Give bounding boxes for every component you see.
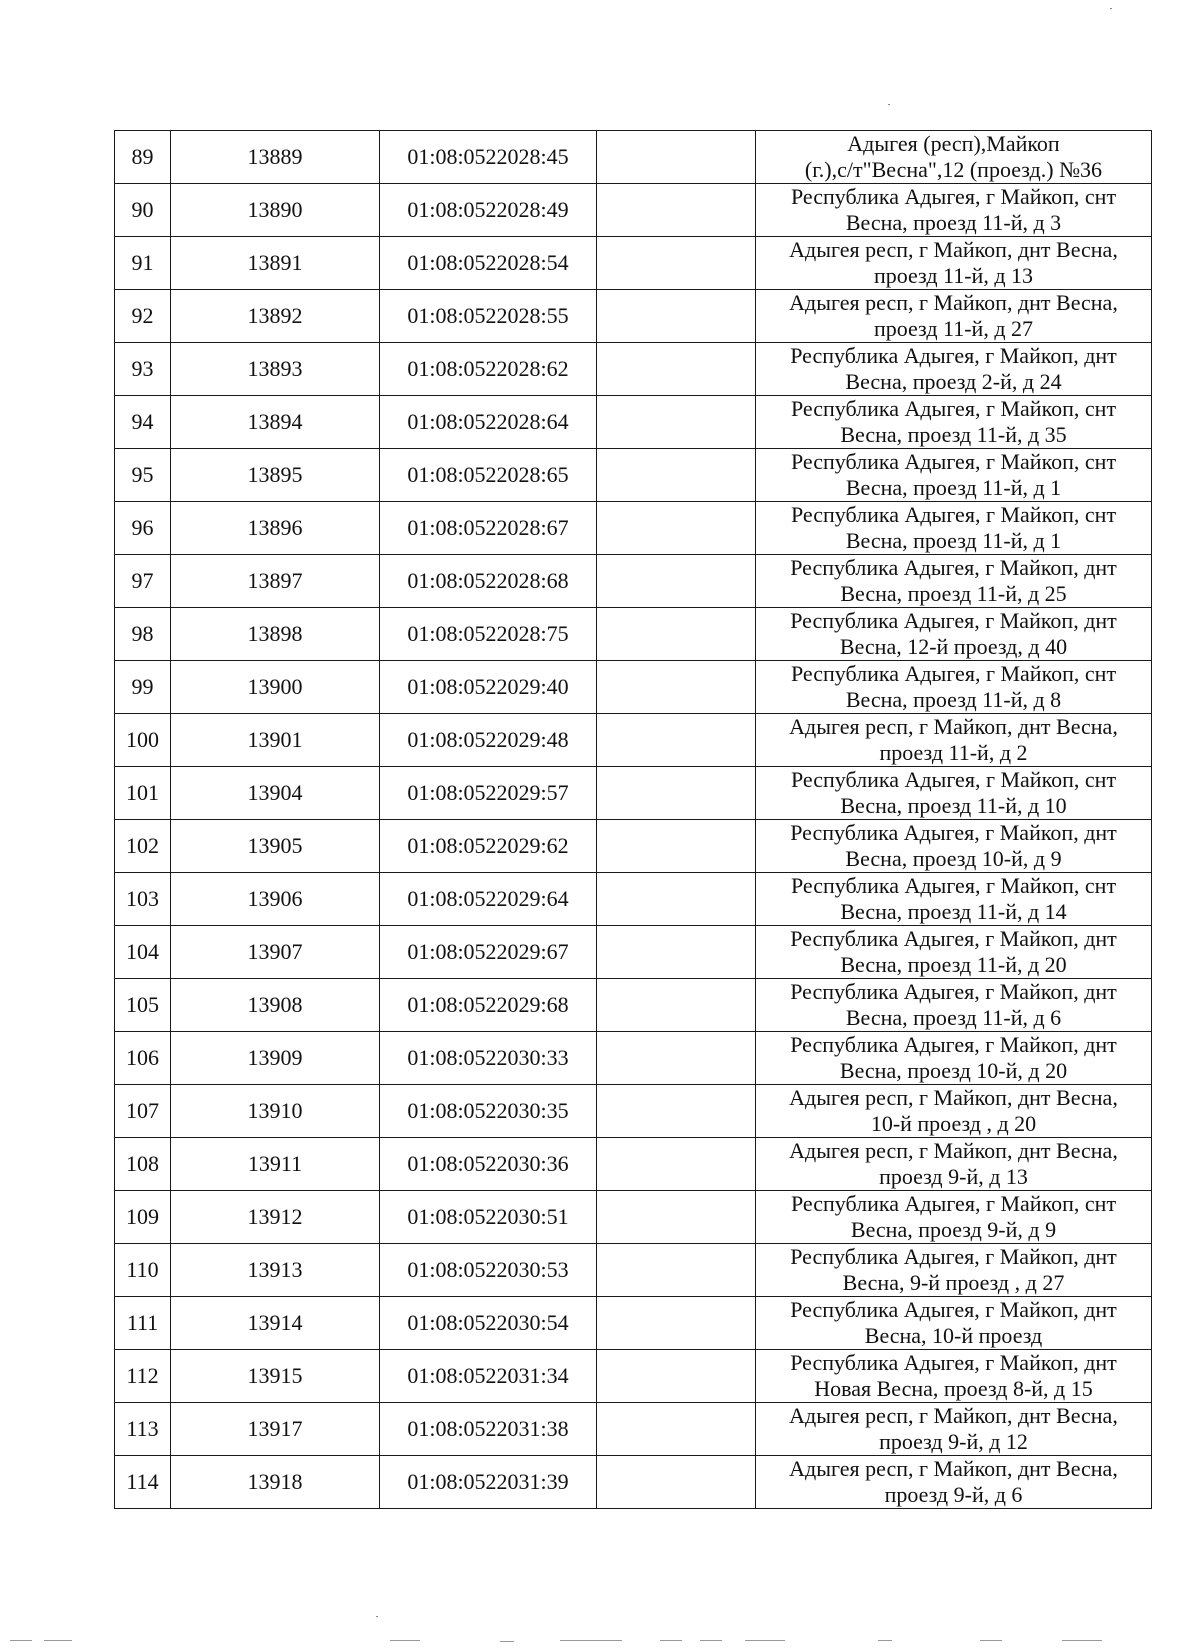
address-cell — [756, 184, 1152, 237]
table-body — [115, 131, 1152, 1509]
empty-cell — [597, 661, 756, 714]
row-number-cell: 99 — [115, 661, 171, 714]
address-line: Весна, проезд 11-й, д 20 — [840, 952, 1067, 977]
cadastral-number-cell: 01:08:0522028:45 — [380, 131, 597, 184]
address-line: Новая Весна, проезд 8-й, д 15 — [814, 1376, 1093, 1401]
cadastral-number-cell: 01:08:0522030:35 — [380, 1085, 597, 1138]
cadastral-number-cell: 01:08:0522030:36 — [380, 1138, 597, 1191]
table-row — [115, 1297, 1152, 1350]
empty-cell — [597, 131, 756, 184]
address-line: Весна, проезд 2-й, д 24 — [845, 369, 1062, 394]
row-number-cell: 95 — [115, 449, 171, 502]
plot-id-cell: 13893 — [171, 343, 380, 396]
row-number-cell: 111 — [115, 1297, 171, 1350]
cadastral-number-cell: 01:08:0522028:75 — [380, 608, 597, 661]
table-row — [115, 555, 1152, 608]
cadastral-number-cell: 01:08:0522030:54 — [380, 1297, 597, 1350]
table-row — [115, 184, 1152, 237]
address-line: Адыгея респ, г Майкоп, днт Весна, — [789, 1085, 1118, 1110]
address-line: Республика Адыгея, г Майкоп, днт — [790, 608, 1117, 633]
address-cell — [756, 767, 1152, 820]
cadastral-number-cell: 01:08:0522031:39 — [380, 1456, 597, 1509]
address-line: Весна, 10-й проезд — [864, 1323, 1043, 1348]
table-row — [115, 979, 1152, 1032]
empty-cell — [597, 343, 756, 396]
cadastral-number-cell: 01:08:0522028:62 — [380, 343, 597, 396]
empty-cell — [597, 449, 756, 502]
plot-id-cell: 13909 — [171, 1032, 380, 1085]
address-line: (г.),с/т"Весна",12 (проезд.) №36 — [804, 157, 1103, 182]
address-line: Республика Адыгея, г Майкоп, снт — [790, 396, 1117, 421]
table-row — [115, 290, 1152, 343]
address-line: проезд 9-й, д 13 — [879, 1164, 1028, 1189]
address-line: Республика Адыгея, г Майкоп, днт — [790, 926, 1117, 951]
row-number-cell: 93 — [115, 343, 171, 396]
empty-cell — [597, 1403, 756, 1456]
address-cell — [756, 714, 1152, 767]
cadastral-number-cell: 01:08:0522030:53 — [380, 1244, 597, 1297]
cadastral-number-cell: 01:08:0522029:48 — [380, 714, 597, 767]
address-cell — [756, 502, 1152, 555]
address-line: Республика Адыгея, г Майкоп, днт — [790, 1032, 1117, 1057]
empty-cell — [597, 555, 756, 608]
row-number-cell: 97 — [115, 555, 171, 608]
table-row — [115, 1350, 1152, 1403]
plot-id-cell: 13915 — [171, 1350, 380, 1403]
row-number-cell: 98 — [115, 608, 171, 661]
address-cell — [756, 1244, 1152, 1297]
scan-artifact — [888, 104, 890, 105]
address-cell — [756, 661, 1152, 714]
cadastral-number-cell: 01:08:0522031:38 — [380, 1403, 597, 1456]
address-line: Республика Адыгея, г Майкоп, снт — [790, 767, 1117, 792]
address-line: Республика Адыгея, г Майкоп, снт — [790, 449, 1117, 474]
plot-id-cell: 13905 — [171, 820, 380, 873]
address-line: Весна, 12-й проезд, д 40 — [839, 634, 1068, 659]
address-line: Адыгея респ, г Майкоп, днт Весна, — [789, 290, 1118, 315]
empty-cell — [597, 184, 756, 237]
address-line: проезд 11-й, д 13 — [873, 263, 1034, 288]
address-line: Адыгея респ, г Майкоп, днт Весна, — [789, 1138, 1118, 1163]
table-row — [115, 237, 1152, 290]
table-row — [115, 131, 1152, 184]
table-row — [115, 767, 1152, 820]
plot-id-cell: 13912 — [171, 1191, 380, 1244]
address-line: Весна, проезд 11-й, д 14 — [840, 899, 1067, 924]
address-line: Весна, проезд 11-й, д 3 — [845, 210, 1062, 235]
empty-cell — [597, 502, 756, 555]
address-line: проезд 9-й, д 6 — [884, 1482, 1023, 1507]
land-plot-table — [114, 130, 1152, 1509]
scan-artifact — [878, 1640, 892, 1641]
address-line: Республика Адыгея, г Майкоп, снт — [790, 873, 1117, 898]
address-cell — [756, 555, 1152, 608]
empty-cell — [597, 608, 756, 661]
address-line: Адыгея (респ),Майкоп — [847, 131, 1060, 156]
table-row — [115, 343, 1152, 396]
cadastral-number-cell: 01:08:0522028:68 — [380, 555, 597, 608]
address-line: Республика Адыгея, г Майкоп, днт — [790, 1244, 1117, 1269]
table-row — [115, 1032, 1152, 1085]
address-line: Весна, проезд 11-й, д 6 — [845, 1005, 1062, 1030]
plot-id-cell: 13892 — [171, 290, 380, 343]
row-number-cell: 100 — [115, 714, 171, 767]
scan-artifact — [10, 1640, 32, 1641]
address-cell — [756, 1085, 1152, 1138]
table-row — [115, 1085, 1152, 1138]
plot-id-cell: 13900 — [171, 661, 380, 714]
table-row — [115, 926, 1152, 979]
plot-id-cell: 13917 — [171, 1403, 380, 1456]
address-line: Республика Адыгея, г Майкоп, снт — [790, 1191, 1117, 1216]
address-line: Республика Адыгея, г Майкоп, днт — [790, 1297, 1117, 1322]
address-line: Весна, проезд 11-й, д 35 — [840, 422, 1067, 447]
table-row — [115, 449, 1152, 502]
cadastral-number-cell: 01:08:0522028:64 — [380, 396, 597, 449]
scan-artifact — [560, 1640, 622, 1641]
address-line: 10-й проезд , д 20 — [870, 1111, 1037, 1136]
address-line: Весна, проезд 11-й, д 1 — [845, 475, 1062, 500]
plot-id-cell: 13897 — [171, 555, 380, 608]
plot-id-cell: 13901 — [171, 714, 380, 767]
address-cell — [756, 1350, 1152, 1403]
plot-id-cell: 13904 — [171, 767, 380, 820]
plot-id-cell: 13918 — [171, 1456, 380, 1509]
scan-artifact — [1062, 1640, 1102, 1641]
address-line: Республика Адыгея, г Майкоп, снт — [790, 502, 1117, 527]
row-number-cell: 113 — [115, 1403, 171, 1456]
plot-id-cell: 13911 — [171, 1138, 380, 1191]
row-number-cell: 110 — [115, 1244, 171, 1297]
empty-cell — [597, 1191, 756, 1244]
address-cell — [756, 979, 1152, 1032]
scan-artifact — [660, 1640, 682, 1641]
plot-id-cell: 13907 — [171, 926, 380, 979]
plot-id-cell: 13906 — [171, 873, 380, 926]
empty-cell — [597, 1032, 756, 1085]
empty-cell — [597, 1350, 756, 1403]
address-line: Республика Адыгея, г Майкоп, днт — [790, 820, 1117, 845]
address-cell — [756, 926, 1152, 979]
cadastral-number-cell: 01:08:0522029:68 — [380, 979, 597, 1032]
cadastral-number-cell: 01:08:0522029:40 — [380, 661, 597, 714]
address-line: Адыгея респ, г Майкоп, днт Весна, — [789, 237, 1118, 262]
table-row — [115, 820, 1152, 873]
address-line: Республика Адыгея, г Майкоп, снт — [790, 184, 1117, 209]
scan-artifact — [500, 1641, 514, 1642]
scan-artifact — [44, 1640, 72, 1641]
row-number-cell: 102 — [115, 820, 171, 873]
address-line: проезд 11-й, д 2 — [879, 740, 1028, 765]
address-line: Весна, проезд 10-й, д 9 — [845, 846, 1062, 871]
address-cell — [756, 237, 1152, 290]
address-line: Весна, проезд 11-й, д 25 — [840, 581, 1067, 606]
address-line: Адыгея респ, г Майкоп, днт Весна, — [789, 714, 1118, 739]
row-number-cell: 105 — [115, 979, 171, 1032]
cadastral-number-cell: 01:08:0522029:57 — [380, 767, 597, 820]
table-row — [115, 661, 1152, 714]
address-line: Республика Адыгея, г Майкоп, днт — [790, 979, 1117, 1004]
row-number-cell: 101 — [115, 767, 171, 820]
address-line: Весна, проезд 10-й, д 20 — [839, 1058, 1068, 1083]
empty-cell — [597, 926, 756, 979]
address-line: проезд 11-й, д 27 — [873, 316, 1034, 341]
address-line: Весна, проезд 9-й, д 9 — [850, 1217, 1057, 1242]
cadastral-number-cell: 01:08:0522028:65 — [380, 449, 597, 502]
plot-id-cell: 13890 — [171, 184, 380, 237]
address-line: Адыгея респ, г Майкоп, днт Весна, — [789, 1403, 1118, 1428]
table-row — [115, 1138, 1152, 1191]
address-cell — [756, 1297, 1152, 1350]
empty-cell — [597, 237, 756, 290]
table-row — [115, 608, 1152, 661]
address-line: Республика Адыгея, г Майкоп, днт — [790, 343, 1117, 368]
empty-cell — [597, 979, 756, 1032]
cadastral-number-cell: 01:08:0522028:55 — [380, 290, 597, 343]
cadastral-number-cell: 01:08:0522028:54 — [380, 237, 597, 290]
table-row — [115, 1244, 1152, 1297]
empty-cell — [597, 767, 756, 820]
empty-cell — [597, 714, 756, 767]
plot-id-cell: 13894 — [171, 396, 380, 449]
address-line: Адыгея респ, г Майкоп, днт Весна, — [789, 1456, 1118, 1481]
address-line: Республика Адыгея, г Майкоп, снт — [790, 661, 1117, 686]
scan-artifact — [1110, 8, 1112, 9]
cadastral-number-cell: 01:08:0522030:33 — [380, 1032, 597, 1085]
address-cell — [756, 1032, 1152, 1085]
plot-id-cell: 13910 — [171, 1085, 380, 1138]
empty-cell — [597, 820, 756, 873]
table-row — [115, 502, 1152, 555]
cadastral-number-cell: 01:08:0522028:49 — [380, 184, 597, 237]
address-line: Весна, проезд 11-й, д 10 — [840, 793, 1067, 818]
address-line: проезд 9-й, д 12 — [879, 1429, 1028, 1454]
row-number-cell: 109 — [115, 1191, 171, 1244]
address-cell — [756, 873, 1152, 926]
empty-cell — [597, 1085, 756, 1138]
plot-id-cell: 13908 — [171, 979, 380, 1032]
plot-id-cell: 13896 — [171, 502, 380, 555]
row-number-cell: 112 — [115, 1350, 171, 1403]
address-cell — [756, 1403, 1152, 1456]
empty-cell — [597, 873, 756, 926]
row-number-cell: 104 — [115, 926, 171, 979]
address-cell — [756, 290, 1152, 343]
address-cell — [756, 1456, 1152, 1509]
cadastral-number-cell: 01:08:0522029:64 — [380, 873, 597, 926]
table-row — [115, 1191, 1152, 1244]
address-line: Республика Адыгея, г Майкоп, днт — [790, 555, 1117, 580]
plot-id-cell: 13889 — [171, 131, 380, 184]
plot-id-cell: 13898 — [171, 608, 380, 661]
row-number-cell: 108 — [115, 1138, 171, 1191]
table-row — [115, 396, 1152, 449]
address-cell — [756, 131, 1152, 184]
cadastral-number-cell: 01:08:0522028:67 — [380, 502, 597, 555]
address-cell — [756, 449, 1152, 502]
empty-cell — [597, 1244, 756, 1297]
address-cell — [756, 1138, 1152, 1191]
row-number-cell: 92 — [115, 290, 171, 343]
scan-artifact — [376, 1616, 378, 1617]
row-number-cell: 106 — [115, 1032, 171, 1085]
row-number-cell: 107 — [115, 1085, 171, 1138]
plot-id-cell: 13891 — [171, 237, 380, 290]
cadastral-number-cell: 01:08:0522029:67 — [380, 926, 597, 979]
row-number-cell: 89 — [115, 131, 171, 184]
row-number-cell: 91 — [115, 237, 171, 290]
scan-artifact — [700, 1640, 722, 1641]
scan-artifact — [390, 1640, 420, 1641]
table-row — [115, 714, 1152, 767]
plot-id-cell: 13913 — [171, 1244, 380, 1297]
empty-cell — [597, 1138, 756, 1191]
row-number-cell: 94 — [115, 396, 171, 449]
address-cell — [756, 1191, 1152, 1244]
table-row — [115, 1456, 1152, 1509]
empty-cell — [597, 1456, 756, 1509]
address-line: Весна, проезд 11-й, д 8 — [845, 687, 1062, 712]
scan-artifact — [980, 1640, 1002, 1641]
address-cell — [756, 608, 1152, 661]
plot-id-cell: 13914 — [171, 1297, 380, 1350]
address-line: Весна, 9-й проезд , д 27 — [842, 1270, 1065, 1295]
cadastral-number-cell: 01:08:0522030:51 — [380, 1191, 597, 1244]
cadastral-number-cell: 01:08:0522031:34 — [380, 1350, 597, 1403]
table-row — [115, 1403, 1152, 1456]
cadastral-number-cell: 01:08:0522029:62 — [380, 820, 597, 873]
address-cell — [756, 396, 1152, 449]
address-line: Весна, проезд 11-й, д 1 — [845, 528, 1062, 553]
empty-cell — [597, 290, 756, 343]
table-row — [115, 873, 1152, 926]
row-number-cell: 114 — [115, 1456, 171, 1509]
empty-cell — [597, 396, 756, 449]
row-number-cell: 103 — [115, 873, 171, 926]
address-cell — [756, 343, 1152, 396]
scan-artifact — [745, 1640, 785, 1641]
plot-id-cell: 13895 — [171, 449, 380, 502]
row-number-cell: 90 — [115, 184, 171, 237]
address-line: Республика Адыгея, г Майкоп, днт — [790, 1350, 1117, 1375]
address-cell — [756, 820, 1152, 873]
empty-cell — [597, 1297, 756, 1350]
row-number-cell: 96 — [115, 502, 171, 555]
